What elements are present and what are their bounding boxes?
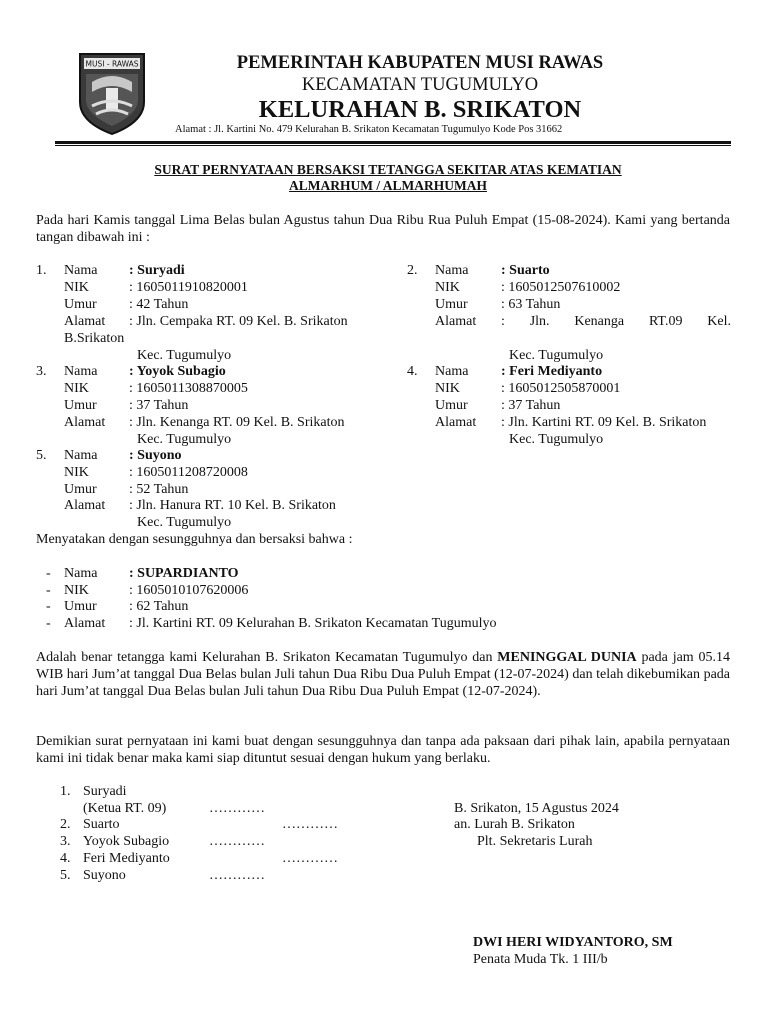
witness-2-alamat [501, 313, 731, 330]
witness-4-number: 4. [407, 364, 418, 379]
header-address: Alamat : Jl. Kartini No. 479 Kelurahan B. Srikaton Kecamatan Tugumulyo Kode Pos 31662 [175, 124, 563, 135]
witness-2-alamat-colon: : [501, 314, 505, 329]
deceased-bullet-4: - [46, 616, 51, 631]
deceased-nama: : SUPARDIANTO [129, 566, 239, 581]
witness-2-kec: Kec. Tugumulyo [509, 348, 604, 363]
witness-2-nik-label: NIK [435, 280, 460, 295]
signer-1-role: (Ketua RT. 09) [83, 801, 167, 816]
place-date: B. Srikaton, 15 Agustus 2024 [454, 801, 619, 816]
witness-2-alamat-word-1: Jln. [529, 314, 550, 329]
signer-5-name: Suyono [83, 868, 126, 883]
official-rank: Penata Muda Tk. 1 III/b [473, 952, 608, 967]
death-statement-bold: MENINGGAL DUNIA [497, 650, 637, 665]
signer-3-name: Yoyok Subagio [83, 834, 170, 849]
emblem-label: MUSI - RAWAS [85, 59, 139, 69]
witness-3-nik: : 1605011308870005 [129, 381, 248, 396]
witness-3-nama-label: Nama [64, 364, 98, 379]
witness-5-alamat-label: Alamat [64, 498, 106, 513]
deceased-nama-label: Nama [64, 566, 98, 581]
deceased-alamat-label: Alamat [64, 616, 106, 631]
statement-line: Menyatakan dengan sesungguhnya dan bersaksi bahwa : [36, 532, 353, 547]
witness-3-kec: Kec. Tugumulyo [137, 432, 232, 447]
witness-2-alamat-word-3: RT.09 [648, 314, 683, 329]
intro-paragraph: Pada hari Kamis tanggal Lima Belas bulan Agustus tahun Dua Ribu Rua Puluh Empat (15-08-2024). Kami yang bertanda tangan dibawah ini : [36, 213, 730, 245]
witness-1-alamat: : Jln. Cempaka RT. 09 Kel. B. Srikaton [129, 314, 348, 329]
witness-3-nama: : Yoyok Subagio [129, 364, 226, 379]
witness-2-nik: : 1605012507610002 [501, 280, 621, 295]
witness-5-nama-label: Nama [64, 448, 98, 463]
official-position: Plt. Sekretaris Lurah [477, 834, 593, 849]
witness-5-kec: Kec. Tugumulyo [137, 515, 232, 530]
document-title-line1: SURAT PERNYATAAN BERSAKSI TETANGGA SEKITAR ATAS KEMATIAN [154, 162, 622, 177]
witness-4-nik: : 1605012505870001 [501, 381, 621, 396]
witness-1-nama-label: Nama [64, 263, 98, 278]
witness-2-umur-label: Umur [435, 297, 468, 312]
witness-3-nik-label: NIK [64, 381, 89, 396]
witness-1-umur-label: Umur [64, 297, 97, 312]
signer-1-signature-dots: ………… [209, 801, 265, 816]
death-statement-paragraph [36, 649, 730, 700]
witness-3-alamat: : Jln. Kenanga RT. 09 Kel. B. Srikaton [129, 415, 345, 430]
witness-5-nik-label: NIK [64, 465, 89, 480]
death-statement-part1: Adalah benar tetangga kami Kelurahan B. Srikaton Kecamatan Tugumulyo dan [36, 650, 498, 665]
deceased-alamat: : Jl. Kartini RT. 09 Kelurahan B. Srikaton Kecamatan Tugumulyo [129, 616, 497, 631]
signer-3-signature-dots: ………… [209, 834, 265, 849]
witness-2-nama: : Suarto [501, 263, 550, 278]
witness-4-nama: : Feri Mediyanto [501, 364, 603, 379]
signer-1-number: 1. [60, 784, 71, 799]
witness-1-alamat-label: Alamat [64, 314, 106, 329]
witness-1-umur: : 42 Tahun [129, 297, 189, 312]
witness-4-alamat: : Jln. Kartini RT. 09 Kel. B. Srikaton [501, 415, 707, 430]
signer-4-name: Feri Mediyanto [83, 851, 170, 866]
witness-3-alamat-label: Alamat [64, 415, 106, 430]
document-title-line2: ALMARHUM / ALMARHUMAH [289, 178, 487, 193]
header-rule-thin [55, 145, 731, 146]
witness-1-alamat-wrap: B.Srikaton [64, 331, 125, 346]
witness-2-alamat-word-2: Kenanga [574, 314, 625, 329]
deceased-bullet-1: - [46, 566, 51, 581]
witness-1-nik-label: NIK [64, 280, 89, 295]
witness-2-alamat-label: Alamat [435, 314, 477, 329]
signer-4-signature-dots: ………… [282, 851, 338, 866]
witness-4-nama-label: Nama [435, 364, 469, 379]
deceased-bullet-2: - [46, 583, 51, 598]
signer-2-signature-dots: ………… [282, 817, 338, 832]
header-government: PEMERINTAH KABUPATEN MUSI RAWAS [236, 53, 604, 73]
official-name: DWI HERI WIDYANTORO, SM [473, 935, 673, 950]
witness-2-umur: : 63 Tahun [501, 297, 561, 312]
witness-4-umur: : 37 Tahun [501, 398, 561, 413]
witness-3-number: 3. [36, 364, 47, 379]
signer-4-number: 4. [60, 851, 71, 866]
signer-5-number: 5. [60, 868, 71, 883]
header-village: KELURAHAN B. SRIKATON [258, 96, 582, 123]
witness-1-nik: : 1605011910820001 [129, 280, 248, 295]
witness-5-umur-label: Umur [64, 482, 97, 497]
witness-1-number: 1. [36, 263, 47, 278]
signer-2-number: 2. [60, 817, 71, 832]
deceased-bullet-3: - [46, 599, 51, 614]
closing-paragraph: Demikian surat pernyataan ini kami buat dengan sesungguhnya dan tanpa ada paksaan dari pihak lain, apabila pernyataan kami ini tidak benar maka kami siap dituntut sesuai dengan hukum yang berlaku. [36, 734, 730, 766]
signer-5-signature-dots: ………… [209, 868, 265, 883]
deceased-umur-label: Umur [64, 599, 97, 614]
witness-2-alamat-word-4: Kel. [707, 314, 731, 329]
witness-3-umur-label: Umur [64, 398, 97, 413]
witness-4-kec: Kec. Tugumulyo [509, 432, 604, 447]
witness-1-nama: : Suryadi [129, 263, 185, 278]
witness-5-nik: : 1605011208720008 [129, 465, 248, 480]
witness-5-number: 5. [36, 448, 47, 463]
witness-4-alamat-label: Alamat [435, 415, 477, 430]
witness-1-kec: Kec. Tugumulyo [137, 348, 232, 363]
witness-5-alamat: : Jln. Hanura RT. 10 Kel. B. Srikaton [129, 498, 336, 513]
witness-4-nik-label: NIK [435, 381, 460, 396]
witness-2-nama-label: Nama [435, 263, 469, 278]
signer-2-name: Suarto [83, 817, 120, 832]
death-statement-part2: pada jam 05.14 WIB hari Jum’at tanggal Dua Belas bulan Juli tahun Dua Ribu Dua Puluh Empat (12-07-2024) dan telah dikebumikan pada hari Jum’at tanggal Dua Belas bulan Juli tahun Dua Ribu Dua Puluh Empat (12-07-2024). [36, 650, 730, 699]
deceased-umur: : 62 Tahun [129, 599, 189, 614]
header-district: KECAMATAN TUGUMULYO [301, 75, 539, 95]
witness-2-number: 2. [407, 263, 418, 278]
witness-5-nama: : Suyono [129, 448, 182, 463]
deceased-nik-label: NIK [64, 583, 89, 598]
witness-4-umur-label: Umur [435, 398, 468, 413]
signer-3-number: 3. [60, 834, 71, 849]
witness-3-umur: : 37 Tahun [129, 398, 189, 413]
header-rule-thick [55, 141, 731, 144]
deceased-nik: : 1605010107620006 [129, 583, 249, 598]
witness-5-umur: : 52 Tahun [129, 482, 189, 497]
regency-emblem-icon [78, 52, 146, 136]
on-behalf-of: an. Lurah B. Srikaton [454, 817, 575, 832]
signer-1-name: Suryadi [83, 784, 127, 799]
